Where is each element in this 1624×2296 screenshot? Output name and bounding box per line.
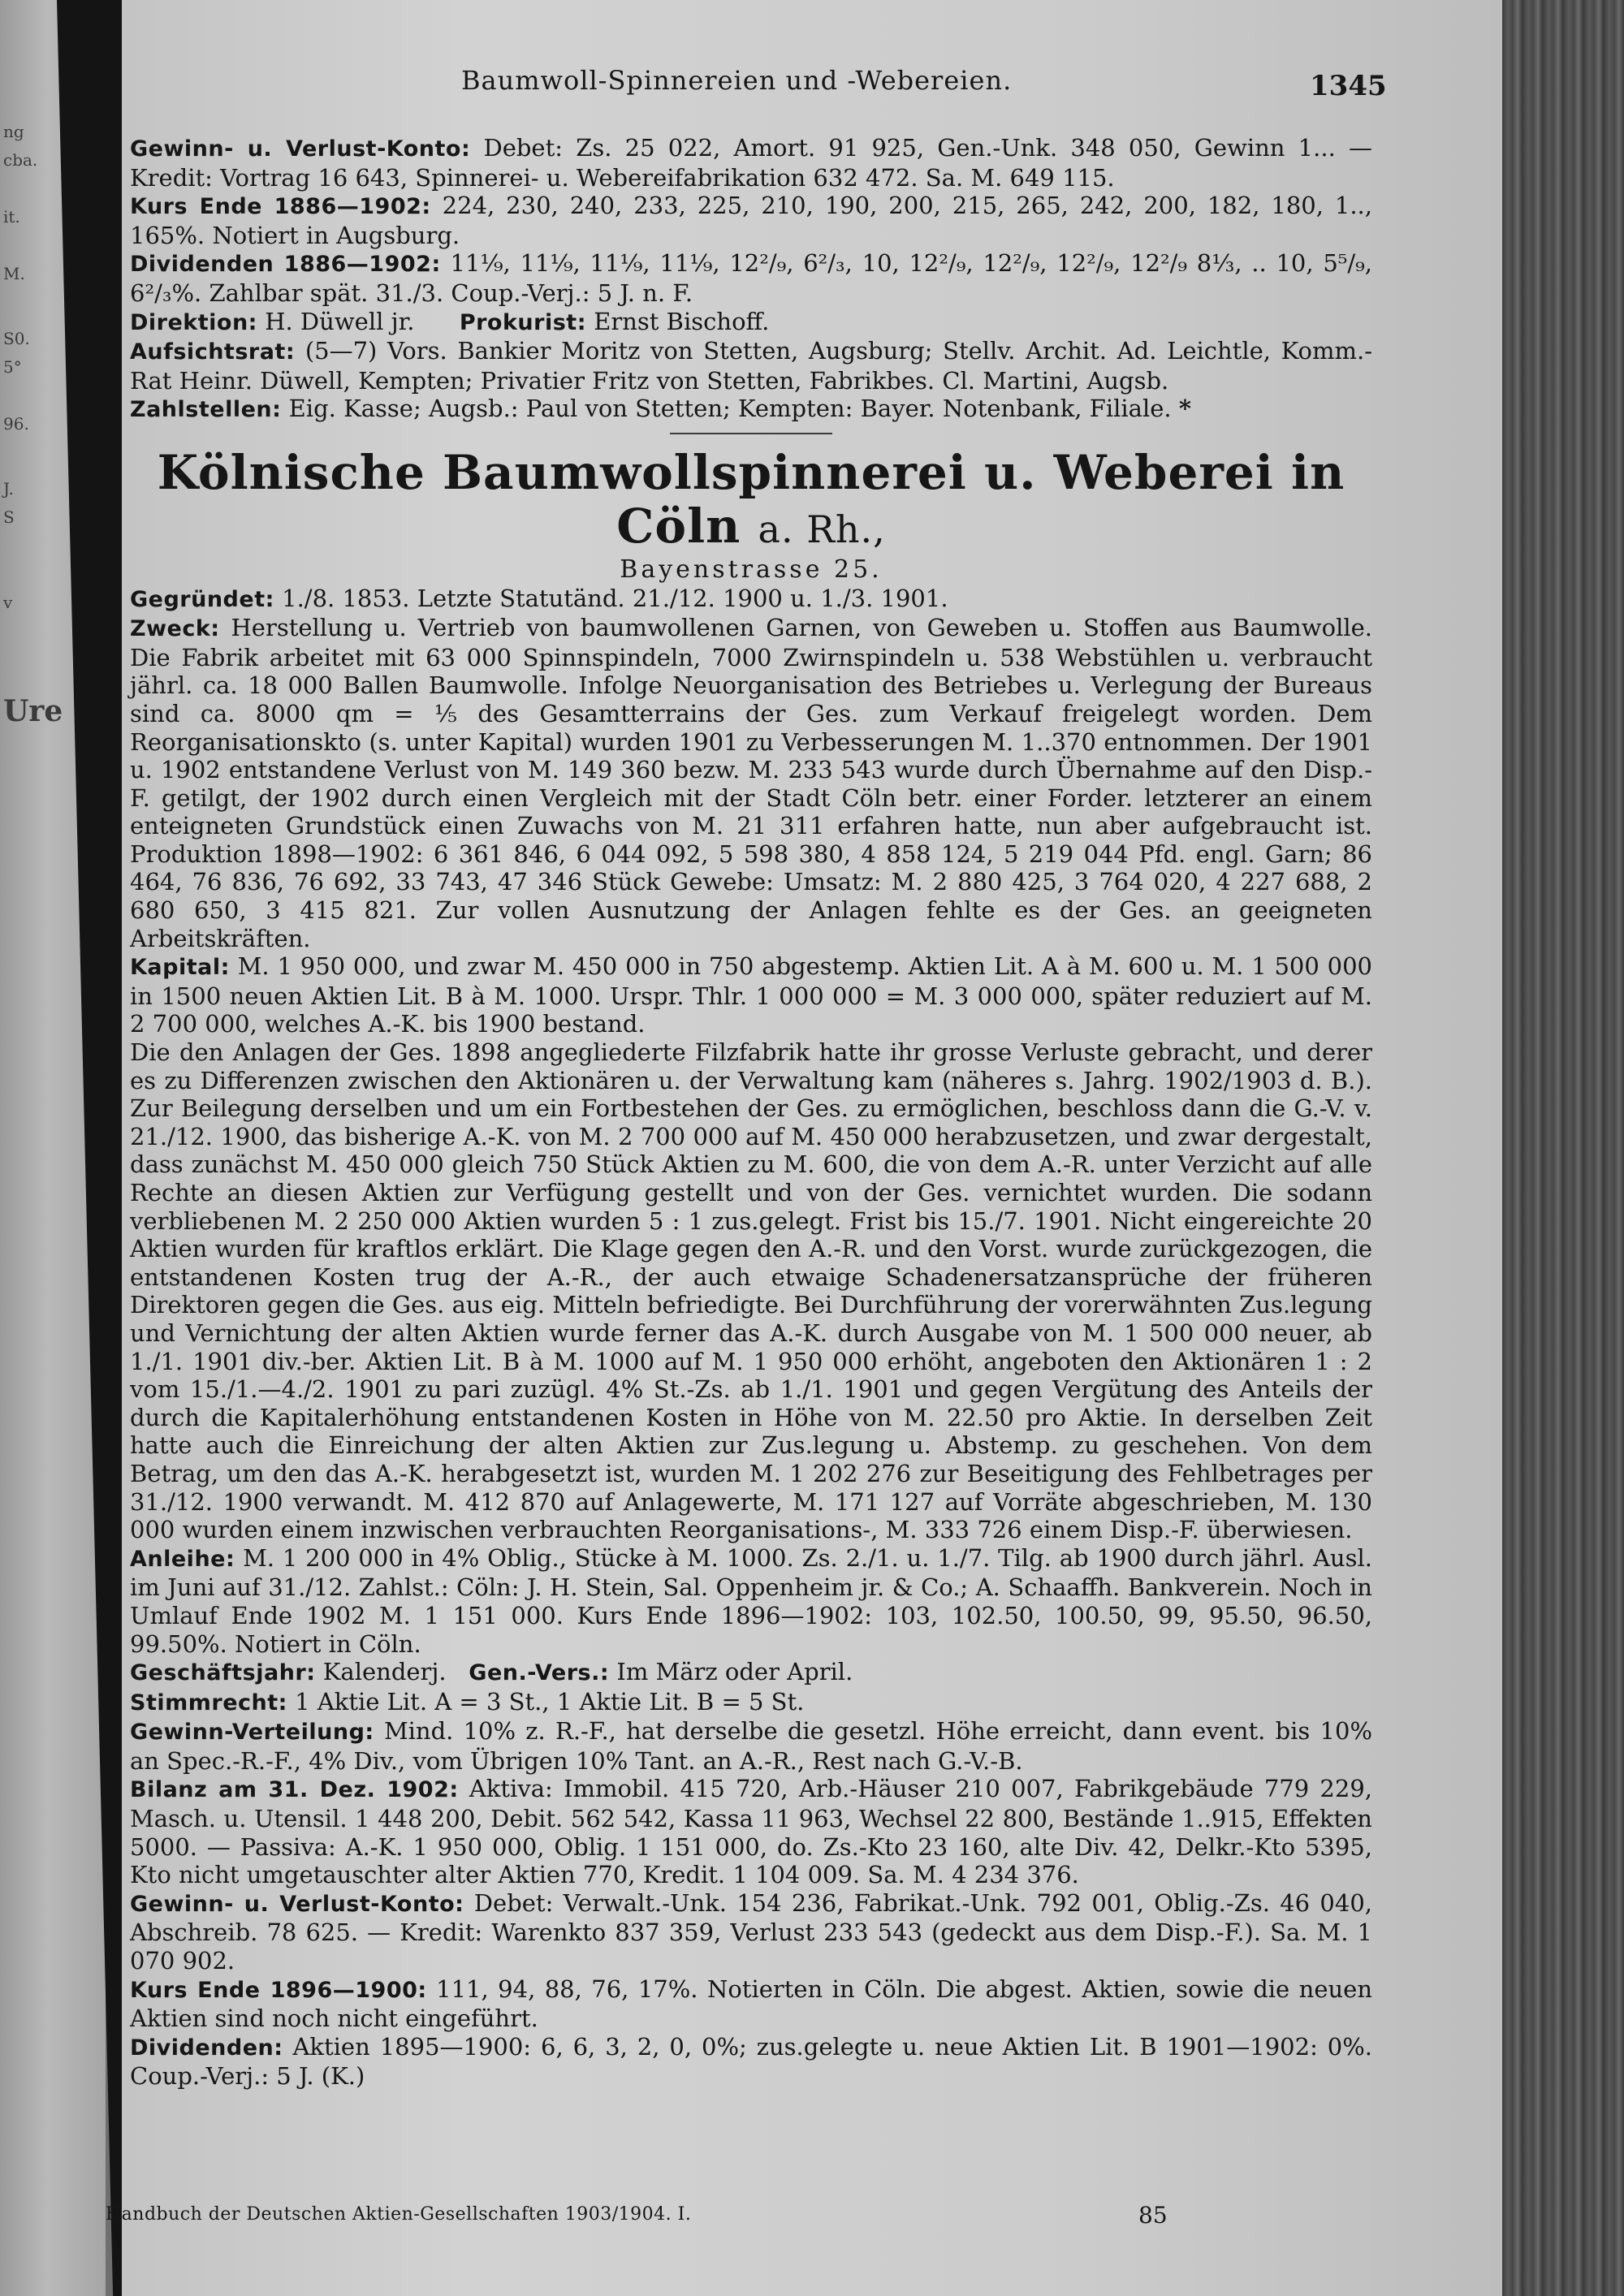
- page-number: 1345: [1310, 70, 1387, 102]
- left-fragment: S: [3, 507, 15, 527]
- section-gegruendet: Gegründet: 1./8. 1853. Letzte Statutänd. 21./12. 1900 u. 1./3. 1901.: [130, 584, 948, 612]
- section-gewinn-verlust: Gewinn- u. Verlust-Konto: Debet: Verwalt.-Unk. 154 236, Fabrikat.-Unk. 792 001, Oblig.-Zs. 46 040, Abschreib. 78 625. — Kredit: Warenkto 837 359, Verlust 233 543 (gedeckt aus dem Disp.-F.). Sa. M. 1 070 902.: [130, 1888, 1373, 1975]
- footer-publication: Handbuch der Deutschen Aktien-Gesellschaften 1903/1904. I.: [106, 2204, 692, 2225]
- running-head: Baumwoll-Spinnereien und -Webereien.: [461, 65, 1013, 96]
- entry-title: Kölnische Baumwollspinnerei u. Weberei in Cöln a. Rh.,: [157, 444, 1345, 554]
- left-fragment: M.: [3, 264, 25, 283]
- section-kurs: Kurs Ende 1896—1900: 111, 94, 88, 76, 17%. Notierten in Cöln. Die abgest. Aktien, sowie die neuen Aktien sind noch nicht eingeführt.: [130, 1974, 1373, 2033]
- entry-address: Bayenstrasse 25.: [620, 555, 883, 584]
- prev-gewinn-verlust: Gewinn- u. Verlust-Konto: Debet: Zs. 25 022, Amort. 91 925, Gen.-Unk. 348 050, Gewinn 1... — Kredit: Vortrag 16 643, Spinnerei- u. Webereifabrikation 632 472. Sa. M. 649 115.: [130, 134, 1372, 192]
- entry-divider: [670, 433, 832, 434]
- left-fragment: Ure: [3, 694, 63, 728]
- left-fragment: v: [3, 593, 13, 612]
- section-kapital: Kapital: M. 1 950 000, und zwar M. 450 000 in 750 abgestemp. Aktien Lit. A à M. 600 u. M. 1 500 000 in 1500 neuen Aktien Lit. B à M. 1000. Urspr. Thlr. 1 000 000 = M. 3 000 000, später reduziert auf M. 2 700 000, welches A.-K. bis 1900 bestand.: [130, 952, 1372, 1038]
- left-fragment: it.: [3, 207, 20, 227]
- left-fragment: J.: [3, 479, 14, 498]
- left-fragment: 96.: [3, 414, 29, 434]
- section-geschaeftsjahr: Geschäftsjahr: Kalenderj. Gen.-Vers.: Im März oder April.: [130, 1658, 853, 1686]
- left-fragment: 5°: [3, 357, 22, 377]
- previous-entry: [130, 134, 1372, 425]
- prev-dividenden: Dividenden 1886—1902: 11⅟₉, 11⅟₉, 11⅟₉, 11⅟₉, 12²/₉, 6²/₃, 10, 12²/₉, 12²/₉, 12²/₉, 12²/₉ 8⅓, .. 10, 5⁵/₉, 6²/₃%. Zahlbar spät. 31./3. Coup.-Verj.: 5 J. n. F.: [130, 249, 1373, 307]
- left-fragment: ng: [3, 122, 24, 141]
- section-dividenden: Dividenden: Aktien 1895—1900: 6, 6, 3, 2, 0, 0%; zus.gelegte u. neue Aktien Lit. B 1901—1902: 0%. Coup.-Verj.: 5 J. (K.): [130, 2032, 1372, 2091]
- page-body: [130, 134, 1372, 2091]
- prev-zahlstellen: Zahlstellen: Eig. Kasse; Augsb.: Paul von Stetten; Kempten: Bayer. Notenbank, Filiale. *: [130, 395, 1192, 423]
- left-fragment: cba.: [3, 150, 38, 170]
- prev-aufsichtsrat: Aufsichtsrat: (5—7) Vors. Bankier Moritz von Stetten, Augsburg; Stellv. Archit. Ad. Leichtle, Komm.-Rat Heinr. Düwell, Kempten; Privatier Fritz von Stetten, Fabrikbes. Cl. Martini, Augsb.: [130, 337, 1373, 395]
- section-kapital-history: Die den Anlagen der Ges. 1898 angegliederte Filzfabrik hatte ihr grosse Verluste gebracht, und derer es zu Differenzen zwischen den Aktionären u. der Verwaltung kam (näheres s. Jahrg. 1902/1903 d. B.). Zur Beilegung derselben und um ein Fortbestehen der Ges. zu ermöglichen, beschloss dann die G.-V. v. 21./12. 1900, das bisherige A.-K. von M. 2 700 000 auf M. 450 000 herabzusetzen, und zwar dergestalt, dass zunächst M. 450 000 gleich 750 Stück Aktien zu M. 600, die von dem A.-R. unter Verzicht auf alle Rechte an diesen Aktien zur Verfügung gestellt und von der Ges. vernichtet wurden. Die sodann verbliebenen M. 2 250 000 Aktien wurden 5 : 1 zus.gelegt. Frist bis 15./7. 1901. Nicht eingereichte 20 Aktien wurden für kraftlos erklärt. Die Klage gegen den A.-R. und den Vorst. wurde zurückgezogen, die entstandenen Kosten trug der A.-R., der auch etwaige Schadenersatzansprüche der früheren Direktoren gegen die Ges. aus eig. Mitteln befriedigte. Bei Durchführung der vorerwähnten Zus.legung und Vernichtung der alten Aktien wurde ferner das A.-K. durch Ausgabe von M. 1 500 000 neuer, ab 1./1. 1901 div.-ber. Aktien Lit. B à M. 1000 auf M. 1 950 000 erhöht, angeboten den Aktionären 1 : 2 vom 15./1.—4./2. 1901 zu pari zuzügl. 4% St.-Zs. ab 1./1. 1901 und gegen Vergütung des Anteils der durch die Kapitalerhöhung entstandenen Kosten in Höhe von M. 22.50 pro Aktie. In derselben Zeit hatte auch die Einreichung der alten Aktien zur Zus.legung u. Abstemp. zu geschehen. Von dem Betrag, um den das A.-K. herabgesetzt ist, wurden M. 1 202 276 zur Beseitigung des Fehlbetrages per 31./12. 1900 verwandt. M. 412 870 auf Anlagewerte, M. 171 127 auf Vorräte abgeschrieben, M. 130 000 wurden einem inzwischen verbrauchten Reorganisations-, M. 333 726 einem Disp.-F. überwiesen.: [130, 1038, 1372, 1544]
- section-zweck: Zweck: Herstellung u. Vertrieb von baumwollenen Garnen, von Geweben u. Stoffen aus Baumwolle. Die Fabrik arbeitet mit 63 000 Spinnspindeln, 7000 Zwirnspindeln u. 538 Webstühlen u. verbraucht jährl. ca. 18 000 Ballen Baumwolle. Infolge Neuorganisation des Betriebes u. Verlegung der Bureaus sind ca. 8000 qm = ⅕ des Gesamtterrains der Ges. zum Verkauf freigelegt worden. Dem Reorganisationskto (s. unter Kapital) wurden 1901 zu Verbesserungen M. 1..370 entnommen. Der 1901 u. 1902 entstandene Verlust von M. 149 360 bezw. M. 233 543 wurde durch Übernahme auf den Disp.-F. getilgt, der 1902 durch einen Vergleich mit der Stadt Cöln betr. einer Forder. letzterer an einem enteigneten Grundstück einen Zuwachs von M. 21 311 erfahren hatte, nun aber aufgebraucht ist. Produktion 1898—1902: 6 361 846, 6 044 092, 5 598 380, 4 858 124, 5 219 044 Pfd. engl. Garn; 86 464, 76 836, 76 692, 33 743, 47 346 Stück Gewebe: Umsatz: M. 2 880 425, 3 764 020, 4 227 688, 2 680 650, 3 415 821. Zur vollen Ausnutzung der Anlagen fehlte es der Ges. an geeigneten Arbeitskräften.: [130, 614, 1373, 952]
- prev-kurs: Kurs Ende 1886—1902: 224, 230, 240, 233, 225, 210, 190, 200, 215, 265, 242, 200, 182, 180, 1.., 165%. Notiert in Augsburg.: [130, 192, 1372, 249]
- entry-end-mark: *: [1178, 395, 1192, 423]
- page-stack-edge: [1502, 0, 1624, 2296]
- prev-direktion: Direktion: H. Düwell jr. Prokurist: Ernst Bischoff.: [130, 307, 770, 335]
- left-fragment: S0.: [3, 329, 30, 348]
- section-anleihe: Anleihe: M. 1 200 000 in 4% Oblig., Stücke à M. 1000. Zs. 2./1. u. 1./7. Tilg. ab 1900 durch jährl. Ausl. im Juni auf 31./12. Zahlst.: Cöln: J. H. Stein, Sal. Oppenheim jr. & Co.; A. Schaaffh. Bankverein. Noch in Umlauf Ende 1902 M. 1 151 000. Kurs Ende 1896—1902: 103, 102.50, 100.50, 99, 95.50, 96.50, 99.50%. Notiert in Cöln.: [130, 1543, 1372, 1658]
- footer-signature-number: 85: [1138, 2202, 1168, 2229]
- section-bilanz: Bilanz am 31. Dez. 1902: Aktiva: Immobil. 415 720, Arb.-Häuser 210 007, Fabrikgebäude 779 229, Masch. u. Utensil. 1 448 200, Debit. 562 542, Kassa 11 963, Wechsel 22 800, Bestände 1..915, Effekten 5000. — Passiva: A.-K. 1 950 000, Oblig. 1 151 000, do. Zs.-Kto 23 160, alte Div. 42, Delkr.-Kto 5395, Kto nicht umgetauschter alter Aktien 770, Kredit. 1 104 009. Sa. M. 4 234 376.: [130, 1775, 1372, 1889]
- section-stimmrecht: Stimmrecht: 1 Aktie Lit. A = 3 St., 1 Aktie Lit. B = 5 St.: [130, 1687, 805, 1716]
- section-gewinn-verteilung: Gewinn-Verteilung: Mind. 10% z. R.-F., hat derselbe die gesetzl. Höhe erreicht, dann event. bis 10% an Spec.-R.-F., 4% Div., vom Übrigen 10% Tant. an A.-R., Rest nach G.-V.-B.: [130, 1717, 1372, 1775]
